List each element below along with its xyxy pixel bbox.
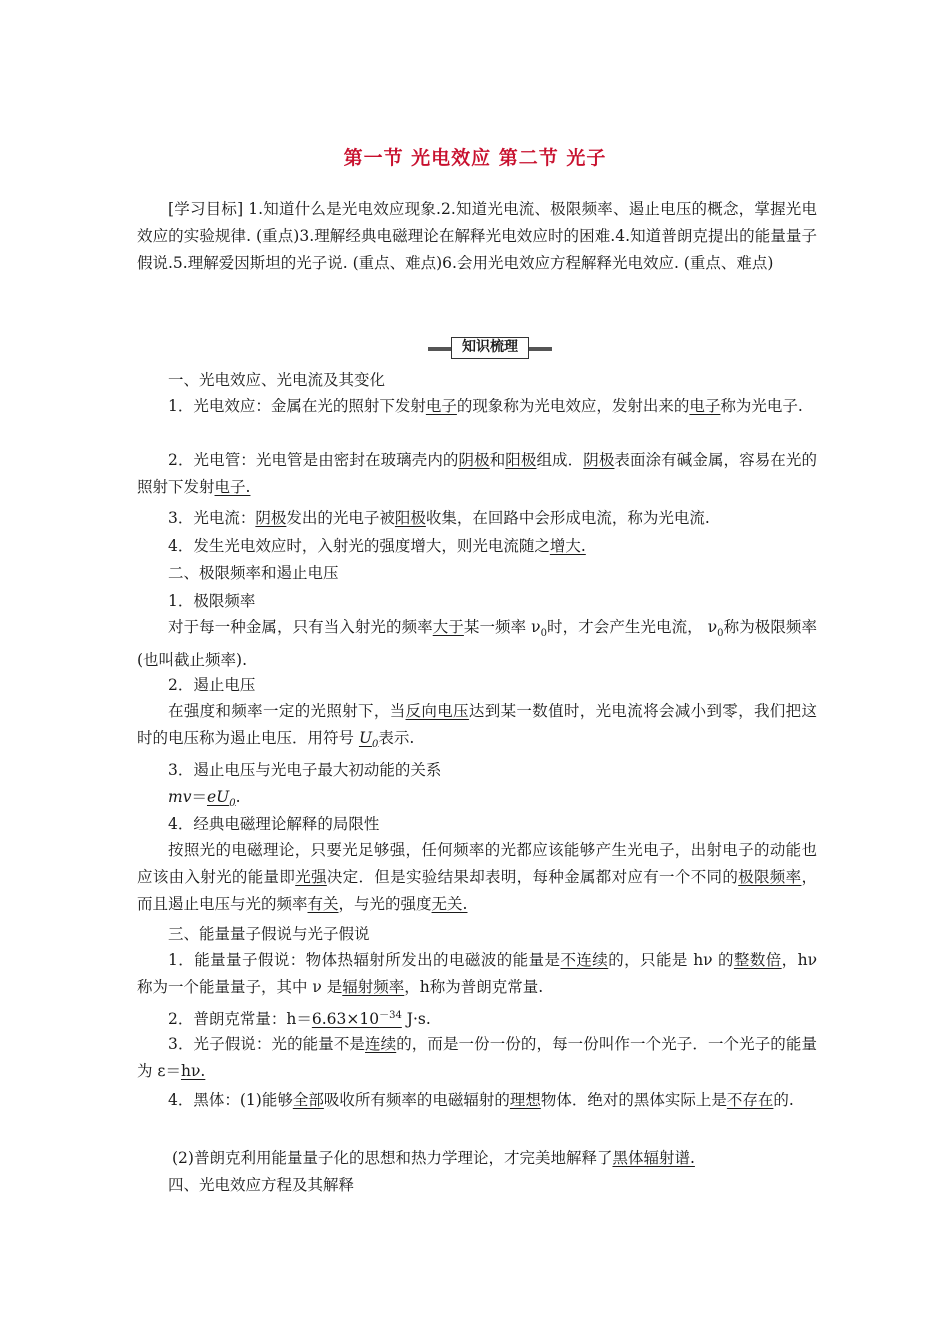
subheading-relation: 3．遏止电压与光电子最大初动能的关系 <box>168 761 442 779</box>
paragraph-classical-limits: 按照光的电磁理论，只要光足够强，任何频率的光都应该能够产生光电子，出射电子的动能也应该由入射光的能量即光强决定．但是实验结果却表明，每种金属都对应有一个不同的极限频率，而且遏止电压与光的频率有关，与光的强度无关. <box>137 841 817 913</box>
paragraph-energy-quantum: 1．能量量子假说：物体热辐射所发出的电磁波的能量是不连续的，只能是 hν 的整数倍，hν 称为一个能量量子，其中 ν 是辐射频率，h称为普朗克常量. <box>137 951 818 996</box>
paragraph-cutoff-frequency: 对于每一种金属，只有当入射光的频率大于某一频率 $\nu_0$时，才会产生光电流， $\nu_0$称为极限频率(也叫截止频率). <box>137 618 817 670</box>
section-heading-3: 三、能量量子假说与光子假说 <box>168 925 370 943</box>
paragraph-blackbody: 4．黑体：(1)能够全部吸收所有频率的电磁辐射的理想物体．绝对的黑体实际上是不存在的. <box>168 1091 794 1109</box>
subheading-stopping-voltage: 2．遏止电压 <box>168 676 256 694</box>
paragraph-phototube: 2．光电管：光电管是由密封在玻璃壳内的阴极和阳极组成．阴极表面涂有碱金属，容易在光的照射下发射电子. <box>137 451 817 496</box>
subheading-cutoff-frequency: 1．极限频率 <box>168 592 256 610</box>
paragraph-photoelectric-effect: 1．光电效应：金属在光的照射下发射电子的现象称为光电效应，发射出来的电子称为光电子. <box>168 397 803 415</box>
paragraph-photocurrent: 3．光电流：阴极发出的光电子被阳极收集，在回路中会形成电流，称为光电流. <box>168 509 710 527</box>
paragraph-intensity: 4．发生光电效应时，入射光的强度增大，则光电流随之增大. <box>168 537 586 555</box>
section-heading-1: 一、光电效应、光电流及其变化 <box>168 371 386 389</box>
objectives-label: [学习目标] <box>168 200 244 218</box>
section-heading-2: 二、极限频率和遏止电压 <box>168 564 339 582</box>
paragraph-stopping-voltage: 在强度和频率一定的光照射下，当反向电压达到某一数值时，光电流将会减小到零，我们把这时的电压称为遏止电压．用符号 $U_0$表示. <box>137 702 817 751</box>
section-heading-4: 四、光电效应方程及其解释 <box>168 1176 355 1194</box>
page-title: 第一节 光电效应 第二节 光子 <box>343 147 607 169</box>
objectives-text: 1.知道什么是光电效应现象.2.知道光电流、极限频率、遏止电压的概念，掌握光电效应的实验规律. (重点)3.理解经典电磁理论在解释光电效应时的困难.4.知道普朗克提出的能量量子假说.5.理解爱因斯坦的光子说. (重点、难点)6.会用光电效应方程解释光电效应. (重点、难点) <box>137 200 817 272</box>
paragraph-photon-hypothesis: 3．光子假说：光的能量不是连续的，而是一份一份的，每一份叫作一个光子．一个光子的能量为 ε＝hν. <box>137 1035 817 1080</box>
formula-kinetic-energy: $mv=eU_0$. <box>168 788 241 810</box>
subheading-classical-limits: 4．经典电磁理论解释的局限性 <box>168 815 380 833</box>
paragraph-blackbody-planck: (2)普朗克利用能量量子化的思想和热力学理论，才完美地解释了黑体辐射谱. <box>172 1149 695 1167</box>
paragraph-planck-constant: 2．普朗克常量：$h=6.63\times 10^{-34}$ J·s. <box>168 1010 431 1029</box>
banner-label: 知识梳理 <box>451 337 529 359</box>
section-banner <box>424 337 556 359</box>
learning-objectives <box>137 196 817 277</box>
